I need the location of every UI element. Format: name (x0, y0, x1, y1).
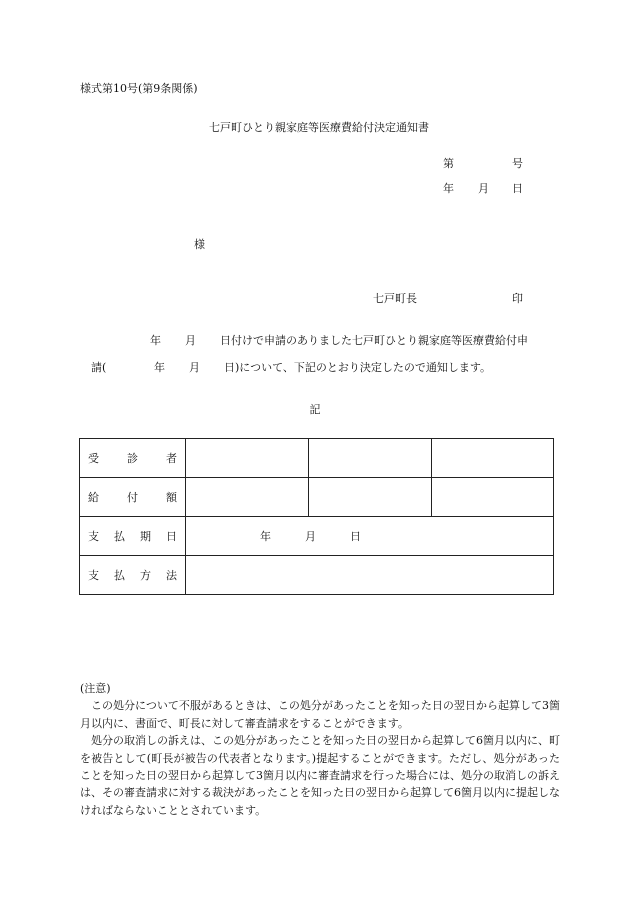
body-line2-month: 月 (189, 361, 200, 374)
amount-cell-2 (309, 478, 432, 517)
notes-paragraph-2: 処分の取消しの訴えは、この処分があったことを知った日の翌日から起算して6箇月以内に、町を被告として(町長が被告の代表者となります。)提起することができます。ただし、処分があったことを知った日の翌日から起算して3箇月以内に審査請求を行った場合には、処分の取消しの訴えは、その審査請求に対する裁決があったことを知った日の翌日から起算して6箇月以内に提起しなければならないこととされています。 (80, 734, 560, 817)
label-char: 方 (140, 568, 151, 582)
label-char: 受 (88, 451, 99, 465)
label-patient (80, 439, 186, 478)
label-char: 期 (140, 529, 151, 543)
label-char: 診 (127, 451, 138, 465)
body-line1-month: 月 (185, 334, 196, 347)
label-payment-method (80, 556, 186, 595)
label-char: 支 (88, 529, 99, 543)
label-amount (80, 478, 186, 517)
label-char: 支 (88, 568, 99, 582)
date-year-label: 年 (443, 182, 454, 195)
number-go: 号 (512, 157, 523, 170)
table-row-payment-method (80, 556, 554, 595)
label-char: 払 (114, 568, 125, 582)
body-line1-text: 日付けで申請のありました七戸町ひとり親家庭等医療費給付申 (220, 334, 528, 347)
payment-date-cell (186, 517, 554, 556)
issuer-name: 七戸町長 (373, 292, 417, 305)
payment-date-month: 月 (305, 529, 316, 543)
payment-date-day: 日 (350, 529, 361, 543)
notes-title: (注意) (80, 682, 111, 695)
body-line1-year: 年 (150, 334, 161, 347)
issuer-seal: 印 (512, 292, 523, 305)
amount-cell-1 (186, 478, 309, 517)
table-row-patient (80, 439, 554, 478)
document-title: 七戸町ひとり親家庭等医療費給付決定通知書 (209, 121, 429, 134)
payment-date-year: 年 (260, 529, 271, 543)
label-char: 額 (166, 490, 177, 504)
body-line2-text: 日)について、下記のとおり決定したので通知します。 (224, 361, 491, 374)
amount-cell-3 (432, 478, 554, 517)
date-day-label: 日 (512, 182, 523, 195)
table-row-amount (80, 478, 554, 517)
date-month-label: 月 (478, 182, 489, 195)
table-row-payment-date (80, 517, 554, 556)
label-char: 日 (166, 529, 177, 543)
label-char: 給 (88, 490, 99, 504)
form-number: 様式第10号(第9条関係) (80, 82, 198, 95)
notes-paragraph-1: この処分について不服があるときは、この処分があったことを知った日の翌日から起算して3箇月以内に、書面で、町長に対して審査請求をすることができます。 (80, 699, 560, 730)
label-payment-date (80, 517, 186, 556)
label-char: 払 (114, 529, 125, 543)
patient-cell-1 (186, 439, 309, 478)
label-char: 者 (166, 451, 177, 465)
recipient-suffix: 様 (194, 238, 205, 251)
body-line2-start: 請( (91, 361, 107, 374)
body-line2-year: 年 (154, 361, 165, 374)
ki-heading: 記 (309, 403, 321, 416)
patient-cell-2 (309, 439, 432, 478)
details-table (79, 438, 554, 595)
notes-section (80, 680, 560, 819)
payment-method-cell (186, 556, 554, 595)
number-dai: 第 (443, 157, 454, 170)
label-char: 付 (127, 490, 138, 504)
label-char: 法 (166, 568, 177, 582)
patient-cell-3 (432, 439, 554, 478)
